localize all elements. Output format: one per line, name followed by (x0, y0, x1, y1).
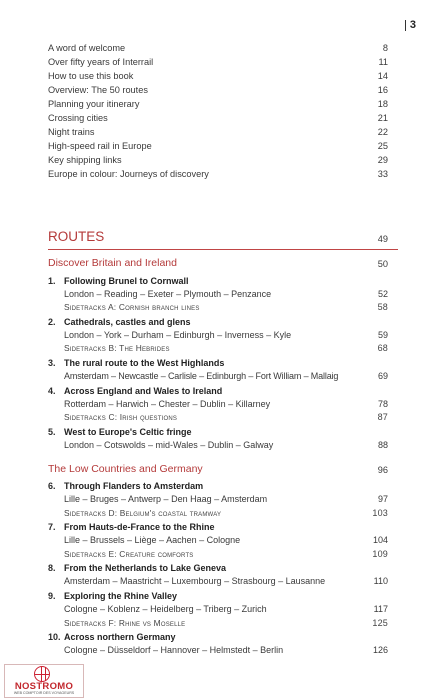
sidetrack-entry[interactable] (64, 301, 386, 313)
toc-entry-title: Planning your itinerary (48, 99, 140, 109)
route-stops-text: Amsterdam – Maastricht – Luxembourg – Strasbourg – Lausanne (64, 576, 326, 586)
sidetrack-title: Sidetracks C: Irish questions (64, 412, 178, 422)
sidetrack-page: 87 (377, 412, 388, 422)
route-stops-text: Rotterdam – Harwich – Chester – Dublin – Killarney (64, 399, 271, 409)
sidetrack-title: Sidetracks E: Creature comforts (64, 549, 194, 559)
section-title: The Low Countries and Germany (48, 463, 203, 475)
route-page: 97 (377, 494, 388, 504)
toc-entry-title: A word of welcome (48, 43, 126, 53)
toc-entry-title: Night trains (48, 127, 95, 137)
section-title: Discover Britain and Ireland (48, 257, 177, 269)
page-number: 3 (405, 20, 416, 31)
toc-entry-page: 18 (377, 99, 388, 109)
route-page: 52 (377, 289, 388, 299)
toc-entry[interactable] (48, 140, 386, 153)
route-number: 7. (48, 522, 56, 532)
routes-heading-page: 49 (377, 234, 388, 244)
route-number: 5. (48, 427, 56, 437)
section-page: 50 (377, 259, 388, 269)
toc-entry[interactable] (48, 84, 386, 97)
route-stops-text: London – Cotswolds – mid-Wales – Dublin – Galway (64, 440, 274, 450)
toc-entry-page: 22 (377, 127, 388, 137)
toc-entry[interactable] (48, 56, 386, 69)
route-title[interactable]: Across northern Germany (64, 632, 176, 642)
route-title[interactable]: Across England and Wales to Ireland (64, 386, 223, 396)
section-heading[interactable] (48, 256, 386, 271)
section-heading[interactable] (48, 462, 386, 477)
route-number: 2. (48, 317, 56, 327)
logo-tagline: WEB COMPTOIR DES VOYAGEURS (13, 691, 75, 695)
route-stops-text: Amsterdam – Newcastle – Carlisle – Edinburgh – Fort William – Mallaig (64, 371, 339, 381)
section-divider (48, 249, 398, 250)
toc-entry-title: High-speed rail in Europe (48, 141, 152, 151)
toc-entry-page: 21 (377, 113, 388, 123)
route-page: 59 (377, 330, 388, 340)
toc-entry-page: 14 (377, 71, 388, 81)
toc-entry-title: Overview: The 50 routes (48, 85, 148, 95)
route-stops[interactable] (64, 329, 386, 341)
sidetrack-title: Sidetracks F: Rhine vs Moselle (64, 618, 186, 628)
route-stops-text: London – York – Durham – Edinburgh – Inverness – Kyle (64, 330, 292, 340)
route-stops-text: London – Reading – Exeter – Plymouth – Penzance (64, 289, 272, 299)
route-stops[interactable] (64, 644, 386, 656)
route-page: 69 (377, 371, 388, 381)
route-title[interactable]: Exploring the Rhine Valley (64, 591, 178, 601)
toc-entry-page: 16 (377, 85, 388, 95)
sidetrack-page: 68 (377, 343, 388, 353)
toc-entry[interactable] (48, 154, 386, 167)
route-stops-text: Cologne – Koblenz – Heidelberg – Triberg – Zurich (64, 604, 267, 614)
toc-entry-title: Over fifty years of Interrail (48, 57, 154, 67)
sidetrack-entry[interactable] (64, 342, 386, 354)
nostromo-logo (4, 664, 84, 698)
toc-entry-title: Crossing cities (48, 113, 108, 123)
sidetrack-page: 125 (372, 618, 388, 628)
route-page: 88 (377, 440, 388, 450)
route-stops[interactable] (64, 439, 386, 451)
route-number: 3. (48, 358, 56, 368)
globe-icon (34, 666, 50, 682)
route-number: 9. (48, 591, 56, 601)
sidetrack-entry[interactable] (64, 548, 386, 560)
route-number: 10. (48, 632, 61, 642)
toc-entry-page: 11 (378, 57, 388, 67)
routes-heading[interactable] (48, 228, 386, 246)
toc-entry-page: 29 (377, 155, 388, 165)
toc-entry[interactable] (48, 70, 386, 83)
section-page: 96 (377, 465, 388, 475)
route-title[interactable]: Cathedrals, castles and glens (64, 317, 191, 327)
routes-heading-title: ROUTES (48, 229, 105, 244)
route-stops[interactable] (64, 398, 386, 410)
sidetrack-entry[interactable] (64, 617, 386, 629)
route-number: 6. (48, 481, 56, 491)
toc-entry-title: How to use this book (48, 71, 134, 81)
route-title[interactable]: From the Netherlands to Lake Geneva (64, 563, 227, 573)
route-page: 117 (373, 604, 388, 614)
route-number: 8. (48, 563, 56, 573)
route-page: 126 (372, 645, 388, 655)
sidetrack-title: Sidetracks D: Belgium's coastal tramway (64, 508, 222, 518)
route-stops[interactable] (64, 370, 386, 382)
toc-entry[interactable] (48, 168, 386, 181)
toc-entry[interactable] (48, 98, 386, 111)
route-stops[interactable] (64, 493, 386, 505)
sidetrack-page: 103 (372, 508, 388, 518)
route-title[interactable]: The rural route to the West Highlands (64, 358, 225, 368)
toc-entry[interactable] (48, 42, 386, 55)
route-title[interactable]: From Hauts-de-France to the Rhine (64, 522, 215, 532)
route-stops[interactable] (64, 603, 386, 615)
route-page: 110 (373, 576, 388, 586)
toc-entry-page: 33 (377, 169, 388, 179)
route-stops[interactable] (64, 534, 386, 546)
sidetrack-page: 58 (377, 302, 388, 312)
toc-entry[interactable] (48, 126, 386, 139)
route-title[interactable]: Through Flanders to Amsterdam (64, 481, 204, 491)
route-stops[interactable] (64, 288, 386, 300)
toc-entry-title: Europe in colour: Journeys of discovery (48, 169, 209, 179)
sidetrack-entry[interactable] (64, 411, 386, 423)
sidetrack-entry[interactable] (64, 507, 386, 519)
route-number: 1. (48, 276, 56, 286)
toc-entry-title: Key shipping links (48, 155, 122, 165)
logo-brand: NOSTROMO (14, 681, 74, 692)
toc-entry[interactable] (48, 112, 386, 125)
route-stops-text: Cologne – Düsseldorf – Hannover – Helmstedt – Berlin (64, 645, 284, 655)
route-title[interactable]: Following Brunel to Cornwall (64, 276, 189, 286)
sidetrack-title: Sidetracks B: The Hebrides (64, 343, 170, 353)
route-page: 78 (377, 399, 388, 409)
route-stops[interactable] (64, 575, 386, 587)
toc-entry-page: 25 (377, 141, 388, 151)
route-title[interactable]: West to Europe's Celtic fringe (64, 427, 192, 437)
sidetrack-title: Sidetracks A: Cornish branch lines (64, 302, 200, 312)
toc-entry-page: 8 (382, 43, 388, 53)
route-stops-text: Lille – Brussels – Liège – Aachen – Cologne (64, 535, 241, 545)
sidetrack-page: 109 (372, 549, 388, 559)
route-page: 104 (372, 535, 388, 545)
route-stops-text: Lille – Bruges – Antwerp – Den Haag – Amsterdam (64, 494, 268, 504)
route-number: 4. (48, 386, 56, 396)
